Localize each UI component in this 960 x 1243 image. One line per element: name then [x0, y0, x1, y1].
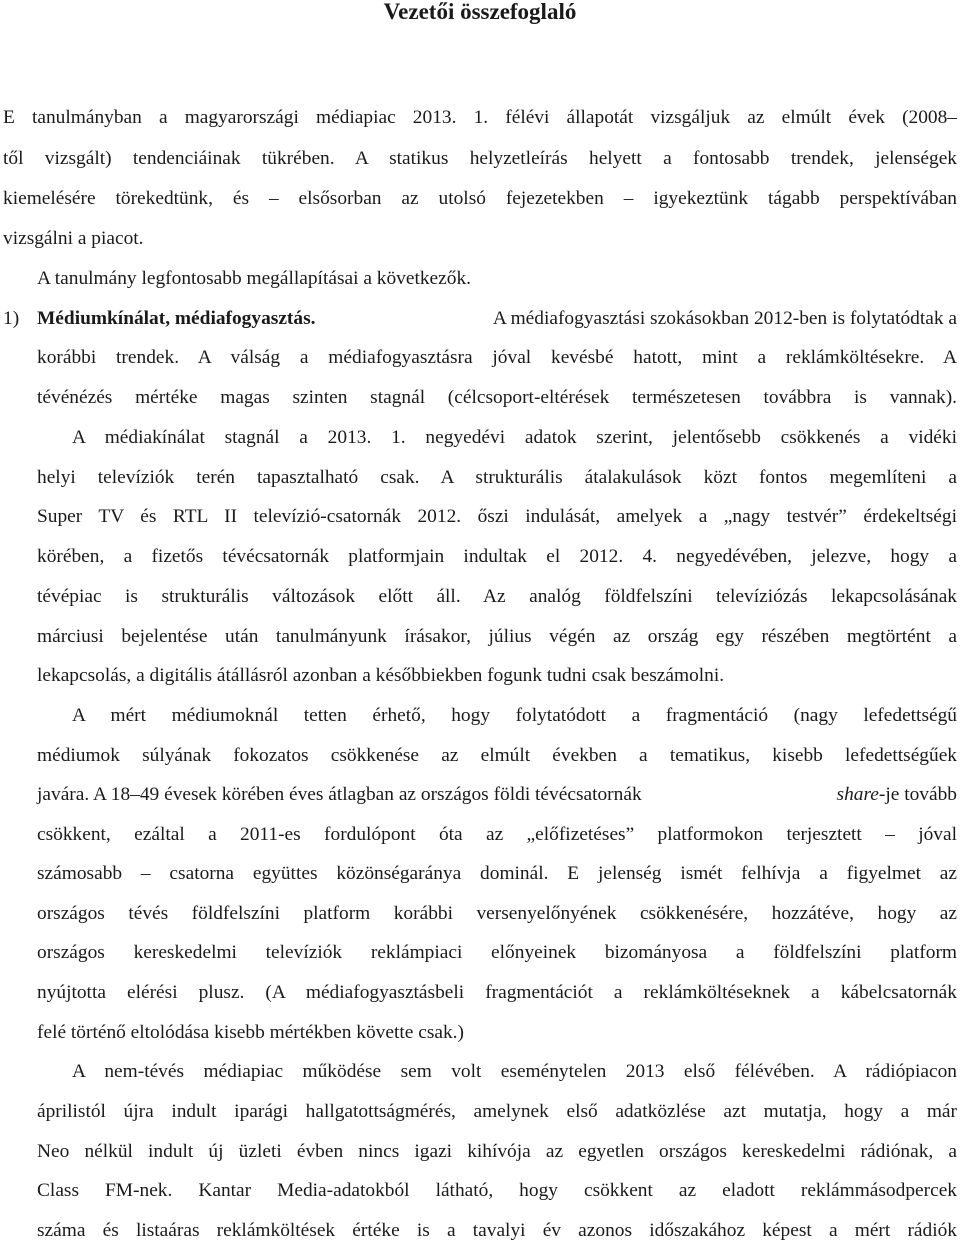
section1-line-13: számosabb – csatorna együttes közönségaránya dominál. E jelenség ismét felhívja a figyelmet az: [37, 863, 957, 884]
section1-line-14: országos tévés földfelszíni platform korábbi versenyelőnyének csökkenésére, hozzátéve, hogy az: [37, 903, 957, 924]
section1-heading: Médiumkínálat, médiafogyasztás.: [37, 308, 316, 329]
section1-line-8: márciusi bejelentése után tanulmányunk írásakor, július végén az ország egy részében megtörtént a: [37, 626, 957, 647]
intro-line-4: vizsgálni a piacot.: [3, 228, 144, 249]
section1-line-16: nyújtotta elérési plusz. (A médiafogyasztásbeli fragmentációt a reklámköltéseknek a kábelcsatornák: [37, 982, 957, 1003]
intro-line-3: kiemelésére törekedtünk, és – elsősorban az utolsó fejezetekben – igyekeztünk tágabb perspektívában: [3, 188, 957, 209]
share-line-before: javára. A 18–49 évesek körében éves átlagban az országos földi tévécsatornák: [37, 784, 642, 805]
section1-first-line-rest: A médiafogyasztási szokásokban 2012-ben is folytatódtak a: [492, 308, 957, 329]
page-title: Vezetői összefoglaló: [383, 0, 577, 24]
intro-line-1: E tanulmányban a magyarországi médiapiac 2013. 1. félévi állapotát vizsgáljuk az elmúlt évek (2008–: [3, 107, 957, 128]
section1-line-7: tévépiac is strukturális változások előtt áll. Az analóg földfelszíni televíziózás lekapcsolásának: [37, 586, 957, 607]
section1-line-11: médiumok súlyának fokozatos csökkenése az elmúlt években a tematikus, kisebb lefedettségűek: [37, 745, 957, 766]
section1-line-22: száma és listaáras reklámköltések értéke is a tavalyi év azonos időszakához képest a mért rádiók: [37, 1220, 957, 1241]
section1-number: 1): [3, 308, 20, 329]
section1-line-9: lekapcsolás, a digitális átállásról azonban a későbbiekben fogunk tudni csak beszámolni.: [37, 665, 725, 686]
section1-line-1: korábbi trendek. A válság a médiafogyasztásra jóval kevésbé hatott, mint a reklámköltésekre. A: [37, 347, 957, 368]
share-line-after: -je tovább: [878, 784, 957, 805]
intro-lead: A tanulmány legfontosabb megállapításai a következők.: [37, 268, 472, 289]
section1-line-15: országos kereskedelmi televíziók reklámpiaci előnyeinek bizományosa a földfelszíni platform: [37, 942, 957, 963]
section1-line-12: csökkent, ezáltal a 2011-es fordulópont óta az „előfizetéses” platformokon terjesztett – jóval: [37, 824, 957, 845]
section1-line-20: Neo nélkül indult új üzleti évben nincs igazi kihívója az egyetlen országos kereskedelmi rádiónak, a: [37, 1141, 957, 1162]
section1-line-18: A nem-tévés médiapiac működése sem volt eseménytelen 2013 első félévében. A rádiópiacon: [72, 1061, 957, 1082]
intro-line-2: től vizsgált) tendenciáinak tükrében. A statikus helyzetleírás helyett a fontosabb trendek, jelenségek: [3, 148, 957, 169]
section1-line-2: tévénézés mértéke magas szinten stagnál (célcsoport-eltérések természetesen továbbra is vannak).: [37, 387, 957, 408]
section1-line-19: áprilistól újra indult iparági hallgatottságmérés, amelynek első adatközlése azt mutatja, hogy a már: [37, 1101, 957, 1122]
section1-line-5: Super TV és RTL II televízió-csatornák 2012. őszi indulását, amelyek a „nagy testvér” érdekeltségi: [37, 506, 957, 527]
section1-line-4: helyi televíziók terén tapasztalható csak. A strukturális átalakulások közt fontos megemlíteni a: [37, 467, 957, 488]
section1-line-21: Class FM-nek. Kantar Media-adatokból látható, hogy csökkent az eladott reklámmásodpercek: [37, 1180, 957, 1201]
section1-line-17: felé történő eltolódása kisebb mértékben követte csak.): [37, 1022, 464, 1043]
section1-line-3: A médiakínálat stagnál a 2013. 1. negyedévi adatok szerint, jelentősebb csökkenés a vidéki: [72, 427, 957, 448]
section1-line-10: A mért médiumoknál tetten érhető, hogy folytatódott a fragmentáció (nagy lefedettségű: [72, 705, 957, 726]
share-italic-term: share: [836, 784, 879, 805]
section1-line-6: körében, a fizetős tévécsatornák platformjain indultak el 2012. 4. negyedévében, jelezve, hogy a: [37, 546, 957, 567]
